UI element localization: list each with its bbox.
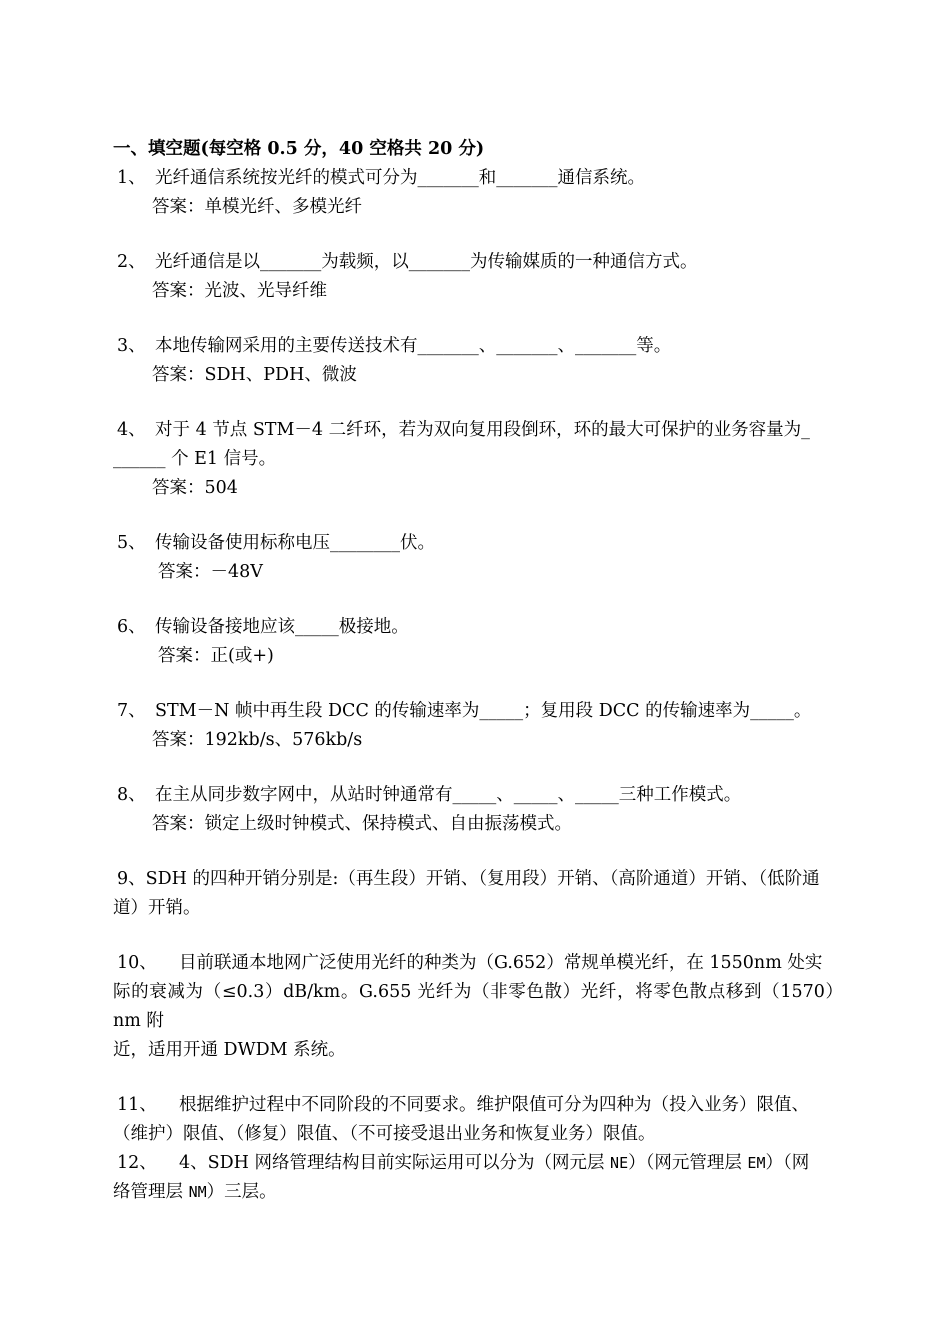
question-text: 在主从同步数字网中，从站时钟通常有_____、_____、_____三种工作模式。 — [155, 785, 742, 805]
question-number: 1、 — [117, 168, 146, 188]
question-number: 12、 — [117, 1153, 157, 1173]
question-text-part: ）三层。 — [206, 1182, 277, 1202]
answer-6: 答案：正(或+) — [158, 646, 274, 666]
question-text: 光纤通信系统按光纤的模式可分为_______和_______通信系统。 — [155, 168, 645, 188]
question-number: 2、 — [117, 252, 146, 272]
question-4 — [113, 416, 843, 445]
question-8 — [113, 781, 843, 810]
answer-3: 答案：SDH、PDH、微波 — [152, 365, 357, 385]
question-text: 根据维护过程中不同阶段的不同要求。维护限值可分为四种为（投入业务）限值、 — [179, 1095, 809, 1115]
question-5 — [113, 529, 843, 558]
question-3 — [113, 332, 843, 361]
term-em: EM — [747, 1154, 766, 1172]
question-number: 3、 — [117, 336, 146, 356]
question-10-line-3: 近，适用开通 DWDM 系统。 — [113, 1040, 346, 1060]
term-ne: NE — [610, 1154, 629, 1172]
section-heading: 一、填空题(每空格 0.5 分，40 空格共 20 分) — [113, 139, 485, 159]
question-2 — [113, 248, 843, 277]
question-text: 本地传输网采用的主要传送技术有_______、_______、_______等。 — [155, 336, 672, 356]
question-text: 传输设备接地应该_____极接地。 — [155, 617, 409, 637]
question-11-continued: （维护）限值、（修复）限值、（不可接受退出业务和恢复业务）限值。 — [113, 1124, 656, 1144]
question-9-continued: 道）开销。 — [113, 898, 201, 918]
question-7 — [113, 697, 843, 726]
question-number: 7、 — [117, 701, 146, 721]
question-12 — [113, 1149, 843, 1178]
answer-5: 答案：－48V — [158, 562, 263, 582]
question-12-continued — [113, 1178, 843, 1207]
question-9 — [113, 865, 843, 894]
answer-1: 答案：单模光纤、多模光纤 — [152, 197, 362, 217]
question-1 — [113, 164, 843, 193]
question-text: 对于 4 节点 STM－4 二纤环，若为双向复用段倒环，环的最大可保护的业务容量为_ — [155, 420, 810, 440]
question-text-part: ）（网 — [765, 1153, 810, 1173]
question-text: 4、SDH 网络管理结构目前实际运用可以分为（网元层 — [179, 1153, 611, 1173]
question-text: STM－N 帧中再生段 DCC 的传输速率为_____；复用段 DCC 的传输速率为_____。 — [155, 701, 812, 721]
answer-8: 答案：锁定上级时钟模式、保持模式、自由振荡模式。 — [152, 814, 572, 834]
question-number: 6、 — [117, 617, 146, 637]
question-10 — [113, 949, 843, 978]
question-text: 目前联通本地网广泛使用光纤的种类为（G.652）常规单模光纤，在 1550nm 处实 — [179, 953, 823, 973]
answer-7: 答案：192kb/s、576kb/s — [152, 730, 363, 750]
question-number: 4、 — [117, 420, 146, 440]
question-text-part: ）（网元管理层 — [628, 1153, 748, 1173]
question-text: 传输设备使用标称电压________伏。 — [155, 533, 435, 553]
question-text: 光纤通信是以_______为载频，以_______为传输媒质的一种通信方式。 — [155, 252, 698, 272]
document-page — [113, 134, 843, 1207]
question-number: 10、 — [117, 953, 157, 973]
question-11 — [113, 1091, 843, 1120]
answer-4: 答案：504 — [152, 478, 238, 498]
question-number: 9、 — [117, 869, 146, 889]
question-10-line-2: 际的衰减为（≤0.3）dB/km。G.655 光纤为（非零色散）光纤，将零色散点移到（1570）nm 附 — [113, 982, 843, 1031]
answer-2: 答案：光波、光导纤维 — [152, 281, 327, 301]
term-nm: NM — [188, 1183, 207, 1201]
question-number: 8、 — [117, 785, 146, 805]
question-text-part: 络管理层 — [113, 1182, 189, 1202]
question-4-continued: ______ 个 E1 信号。 — [113, 449, 277, 469]
question-6 — [113, 613, 843, 642]
question-number: 5、 — [117, 533, 146, 553]
question-text: SDH 的四种开销分别是:（再生段）开销、（复用段）开销、（高阶通道）开销、（低阶通 — [145, 869, 820, 889]
question-number: 11、 — [117, 1095, 157, 1115]
